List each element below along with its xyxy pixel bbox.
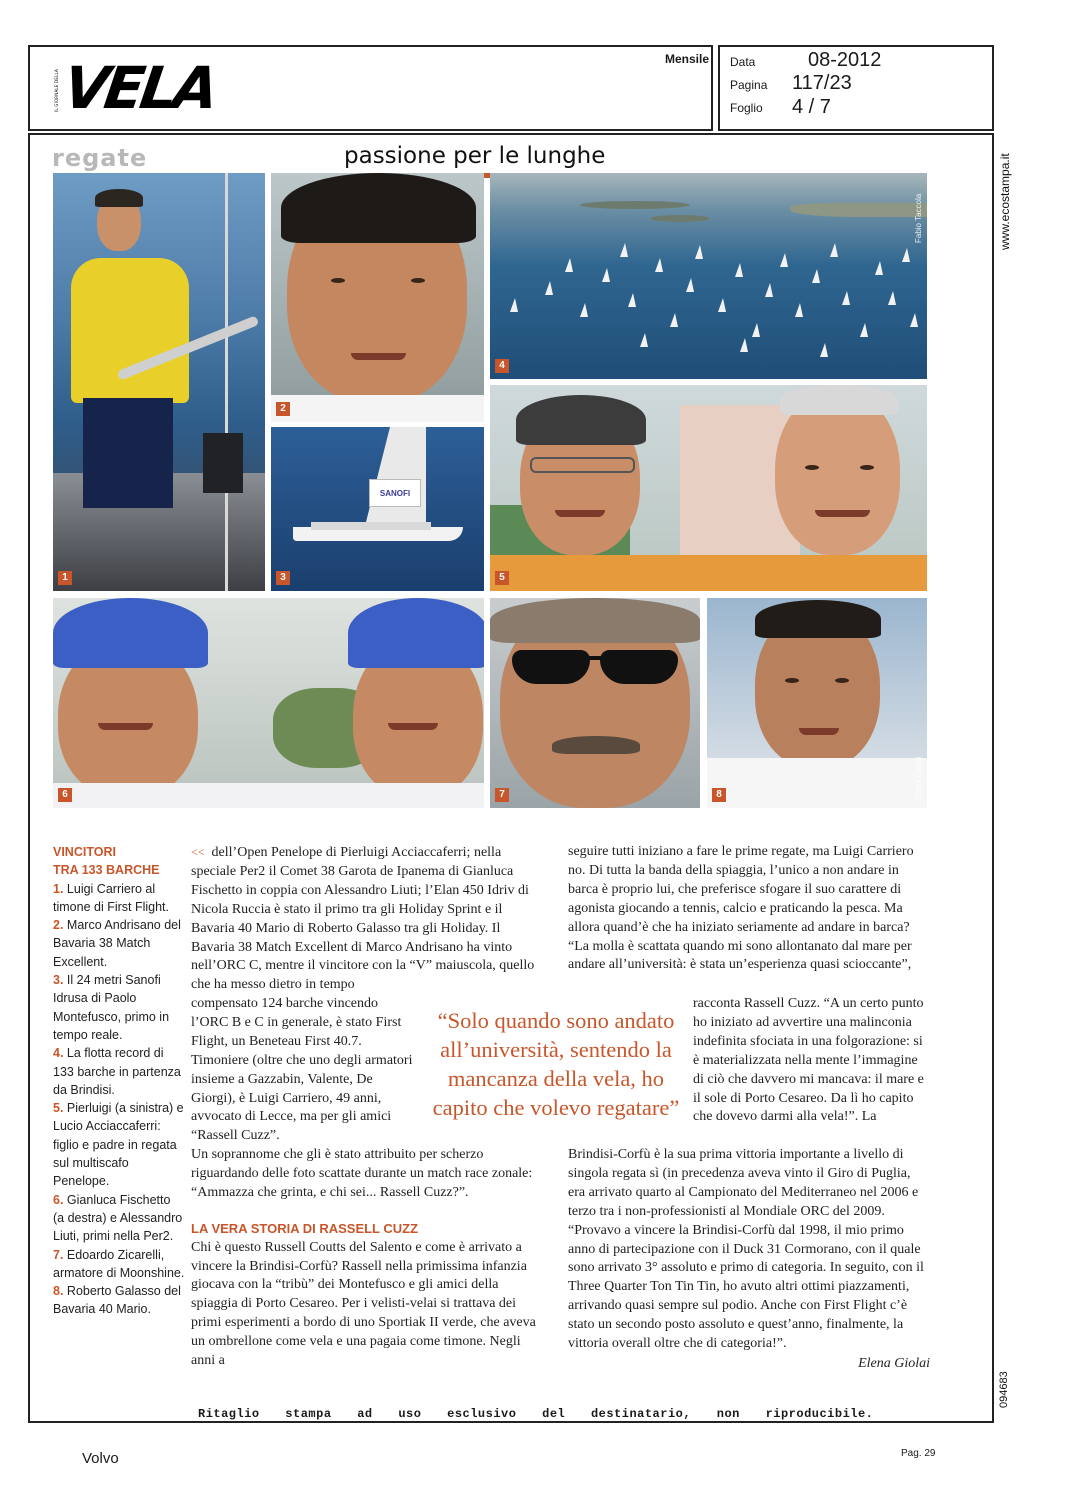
page-number: Pag. 29 bbox=[901, 1448, 936, 1459]
client-name: Volvo bbox=[82, 1450, 119, 1467]
photo-number-7: 7 bbox=[495, 788, 509, 802]
section-tag: regate bbox=[52, 144, 148, 172]
vela-logo bbox=[54, 54, 220, 122]
clipping-notice: Ritaglio stampa ad uso esclusivo del destinatario, non riproducibile. bbox=[198, 1407, 874, 1421]
photo-credit-4: Fabio Taccola bbox=[914, 193, 923, 243]
section-title: passione per le lunghe bbox=[344, 143, 606, 169]
article-column-3-bottom bbox=[568, 1146, 930, 1374]
photo-2-marco-andrisano bbox=[271, 173, 484, 422]
photo-7-edoardo-zicarelli bbox=[490, 598, 700, 808]
photo-5-acciaccaferri bbox=[490, 385, 927, 591]
continuation-mark: << bbox=[191, 845, 205, 859]
caption-item-1: 1. Luigi Carriero al timone di First Flight. bbox=[53, 881, 170, 914]
date-label: Data bbox=[730, 55, 756, 69]
caption-item-8: 8. Roberto Galasso del Bavaria 40 Mario. bbox=[53, 1284, 181, 1317]
photo-number-8: 8 bbox=[712, 788, 726, 802]
photo-number-4: 4 bbox=[495, 359, 509, 373]
article-paragraph-7: Brindisi-Corfù è la sua prima vittoria importante a livello di singola regata sì (in precedenza aveva vinto il Giro di Puglia, era arrivato quarto al Campionato del Mediterraneo nel 2006 e terzo tra i non-professionisti al Mondiale ORC del 2009. “Provavo a vincere la Brindisi-Corfù dal 1998, il mio primo anno di partecipazione con il Duck 31 Cormorano, con il quale sono arrivato 3° assoluto e primo di categoria. In seguito, con il Three Quarter Ton Tin Tin, ho avuto altri ottimi piazzamenti, arrivando quasi sempre sul podio. Anche con First Flight c’è stato un secondo posto assoluto e quest’anno, finalmente, la vittoria overall oltre che di categoria!”. bbox=[568, 1147, 924, 1352]
photo-captions bbox=[53, 843, 185, 1319]
code-side: 094683 bbox=[998, 1371, 1010, 1408]
sail-label: SANOFI bbox=[369, 479, 421, 507]
sheet-label: Foglio bbox=[730, 101, 763, 115]
article-subhead: LA VERA STORIA DI RASSELL CUZZ bbox=[191, 1220, 419, 1236]
photo-number-2: 2 bbox=[276, 402, 290, 416]
photo-number-5: 5 bbox=[495, 571, 509, 585]
caption-item-5: 5. Pierluigi (a sinistra) e Lucio Acciaccaferri: figlio e padre in regata sul multiscafo Penelope. bbox=[53, 1101, 184, 1189]
article-paragraph-5: seguire tutti iniziano a fare le prime regate, ma Luigi Carriero no. Di tutta la banda della spiaggia, l’unico a non andare in barca è proprio lui, che preferisce sfogare il suo carattere di agonista giocando a tennis, calcio e praticando la pesca. Ma allora quand’è che ha iniziato seriamente ad andare in barca? “La molla è scattata quando mi sono allontanato dal mare per andare all’università: è stata un’esperienza quasi scioccante”, bbox=[568, 844, 914, 973]
article-paragraph-4: Chi è questo Russell Coutts del Salento e come è arrivato a vincere la Brindisi-Corfù? Rassell nella primissima infanzia giocava con la “tribù” dei Montefusco e gli amici della spiaggia di Porto Cesareo. Per i velisti-velai si trattava dei primi esperimenti a bordo di uno Sportiak II verde, che aveva un ombrellone come vela e una pagaia come timone. Negli anni a bbox=[191, 1239, 536, 1369]
logo-word: VELA bbox=[59, 54, 220, 122]
frequency-label: Mensile bbox=[665, 52, 710, 66]
article-column-2-top bbox=[191, 843, 547, 995]
pull-quote: “Solo quando sono andato all’università, sentendo la mancanza della vela, ho capito che volevo regatare” bbox=[432, 1008, 680, 1120]
photo-3-sanofi-idrusa bbox=[271, 427, 484, 591]
caption-item-4: 4. La flotta record di 133 barche in partenza da Brindisi. bbox=[53, 1046, 181, 1097]
caption-item-7: 7. Edoardo Zicarelli, armatore di Moonshine. bbox=[53, 1247, 185, 1280]
caption-item-3: 3. Il 24 metri Sanofi Idrusa di Paolo Montefusco, primo in tempo reale. bbox=[53, 973, 170, 1042]
article-paragraph-3: Un soprannome che gli è stato attribuito per scherzo riguardando delle foto scattate durante un match race zonale: “Ammazza che grinta, e chi sei... Rassell Cuzz?”. bbox=[191, 1147, 533, 1200]
caption-heading-2: TRA 133 BARCHE bbox=[53, 863, 160, 878]
website-side: www.ecostampa.it bbox=[998, 153, 1012, 250]
article-paragraph-1: dell’Open Penelope di Pierluigi Acciaccaferri; nella speciale Per2 il Comet 38 Garota de Ipanema di Gianluca Fischetto in coppia con Alessandro Liuti; l’Elan 450 Idriv di Nicola Ruccia è stato il primo tra gli Holiday Sprint e il Bavaria 40 Mario di Roberto Galasso tra gli Holiday. Il Bavaria 38 Match Excellent di Marco Andrisano ha vinto nell’ORC C, mentre il vincitore con la “V” maiuscola, quello che ha messo dietro in tempo bbox=[191, 845, 535, 993]
photo-credit-8: Elena Giolai bbox=[914, 756, 923, 800]
caption-item-6: 6. Gianluca Fischetto (a destra) e Alessandro Liuti, primi nella Per2. bbox=[53, 1192, 183, 1244]
logo-side-text: IL GIORNALE DELLA bbox=[54, 69, 59, 112]
date-value: 08-2012 bbox=[808, 49, 882, 71]
caption-item-2: 2. Marco Andrisano del Bavaria 38 Match Excellent. bbox=[53, 918, 181, 969]
article-column-2-bottom bbox=[191, 1146, 547, 1371]
photo-4-fleet bbox=[490, 173, 927, 379]
photo-8-roberto-galasso bbox=[707, 598, 927, 808]
article-column-3-top bbox=[568, 843, 930, 975]
article-column-3-narrow bbox=[693, 995, 930, 1127]
article-byline: Elena Giolai bbox=[858, 1355, 930, 1371]
photo-number-6: 6 bbox=[58, 788, 72, 802]
article-paragraph-2: compensato 124 barche vincendo l’ORC B e C in generale, è stato First Flight, un Beneteau First 40.7. Timoniere (oltre che uno degli armatori insieme a Gazzabin, Valente, De Giorgi), è Luigi Carriero, 49 anni, avvocato di Lecce, ma per gli amici “Rassell Cuzz”. bbox=[191, 996, 413, 1144]
photo-1-luigi-carriero bbox=[53, 173, 265, 591]
photo-6-fischetto-liuti bbox=[53, 598, 484, 808]
article-column-2-narrow bbox=[191, 995, 415, 1146]
page-label: Pagina bbox=[730, 78, 768, 92]
caption-heading-1: VINCITORI bbox=[53, 845, 116, 859]
photo-number-3: 3 bbox=[276, 571, 290, 585]
article-paragraph-6: racconta Rassell Cuzz. “A un certo punto ho iniziato ad avvertire una malinconia indefinita sfociata in una folgorazione: si è materializzata nella mente l’immagine di ciò che davvero mi mancava: il mare e il sole di Porto Cesareo. Da lì ho capito che dovevo darmi alla vela!”. La bbox=[693, 996, 924, 1125]
sheet-value: 4 / 7 bbox=[792, 96, 831, 118]
photo-number-1: 1 bbox=[58, 571, 72, 585]
page-value: 117/23 bbox=[792, 72, 852, 94]
